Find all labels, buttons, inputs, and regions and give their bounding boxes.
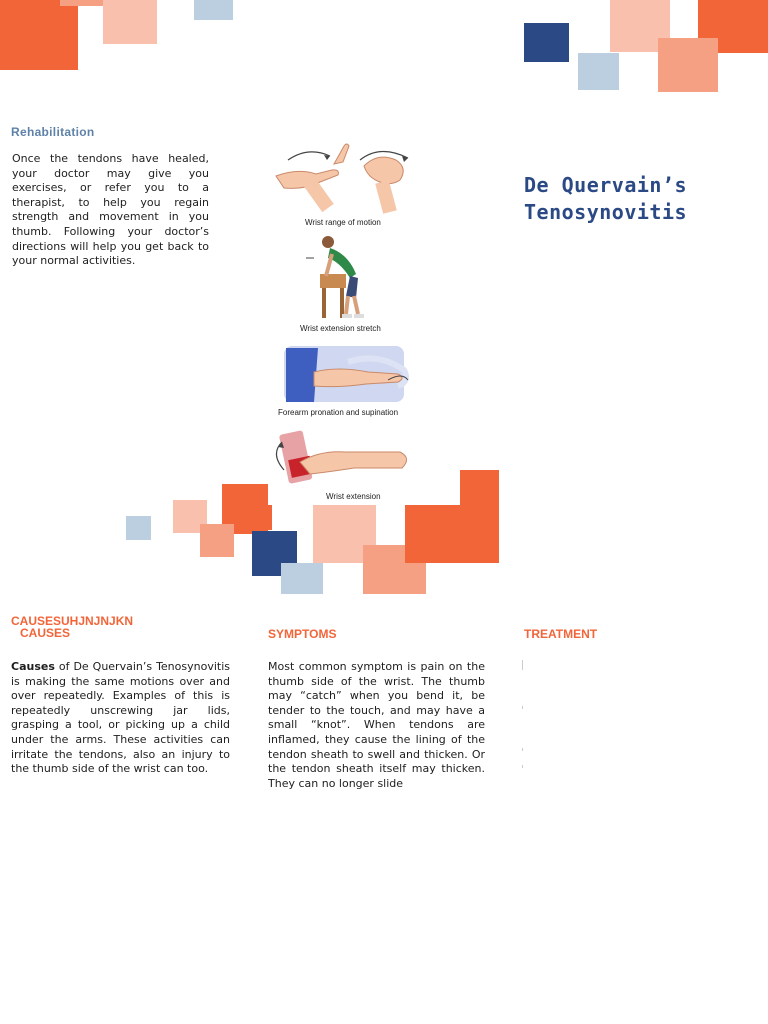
decor-square <box>126 516 151 540</box>
decor-square <box>281 563 323 594</box>
treatment-list-marker <box>522 765 523 768</box>
wrist-extension-illustration <box>270 428 416 490</box>
causes-text <box>11 660 230 777</box>
decor-square <box>524 23 569 62</box>
treatment-list-marker <box>522 660 523 670</box>
treatment-heading: TREATMENT <box>524 627 598 641</box>
causes-body: of De Quervain’s Tenosynovitis is making the same motions over and over repeatedly. Examples of this is repeatedly unscrewing jar lids, grasping a tool, or picking up a child under the arms. These activities can irritate the tendons, also an injury to the thumb side of the wrist can too. <box>11 660 230 776</box>
decor-square <box>405 505 499 563</box>
exercise-illustration-wrist-extension <box>270 428 416 504</box>
decor-square <box>578 53 619 90</box>
decor-square <box>0 0 78 70</box>
document-title: De Quervain’s Tenosynovitis <box>524 173 688 224</box>
decor-square <box>103 0 157 44</box>
decor-square <box>194 0 233 20</box>
decor-square <box>460 470 499 510</box>
causes-bold-lead: Causes <box>11 660 55 673</box>
causes-heading <box>11 615 133 638</box>
causes-heading-line-2: CAUSES <box>20 626 71 638</box>
treatment-list-marker <box>522 706 523 709</box>
decor-square <box>200 524 234 557</box>
wrist-range-of-motion-illustration <box>268 138 428 216</box>
exercise-caption: Forearm pronation and supination <box>278 408 399 417</box>
causes-heading-line-1: CAUSESUHJNJNJKN <box>11 615 134 628</box>
exercise-illustration-pronation-supination <box>278 342 464 420</box>
exercise-illustration-range-of-motion <box>268 138 428 226</box>
symptoms-heading: SYMPTOMS <box>268 627 337 641</box>
decor-square <box>658 38 718 92</box>
exercise-caption: Wrist extension <box>326 492 381 501</box>
symptoms-text: Most common symptom is pain on the thumb side of the wrist. The thumb may “catch” when you bend it, be tender to the touch, and may have a small “knot”. When tendons are inflamed, they cause the lining of the tendon sheath to swell and thicken. Or the tendon sheath itself may thicken. They can no longer slide <box>268 660 485 790</box>
treatment-list-marker <box>522 748 523 751</box>
wrist-extension-stretch-illustration <box>300 232 410 322</box>
rehabilitation-text: Once the tendons have healed, your doctor may give you exercises, or refer you to a therapist, to help you regain strength and movement in you thumb. Following your doctor’s directions will help you get back to your normal activities. <box>12 152 209 268</box>
decor-square <box>252 505 272 530</box>
rehabilitation-heading: Rehabilitation <box>11 125 95 139</box>
forearm-pronation-supination-illustration <box>278 342 464 406</box>
exercise-caption: Wrist extension stretch <box>300 324 381 333</box>
exercise-caption: Wrist range of motion <box>305 218 381 227</box>
exercise-illustration-extension-stretch <box>300 232 410 336</box>
